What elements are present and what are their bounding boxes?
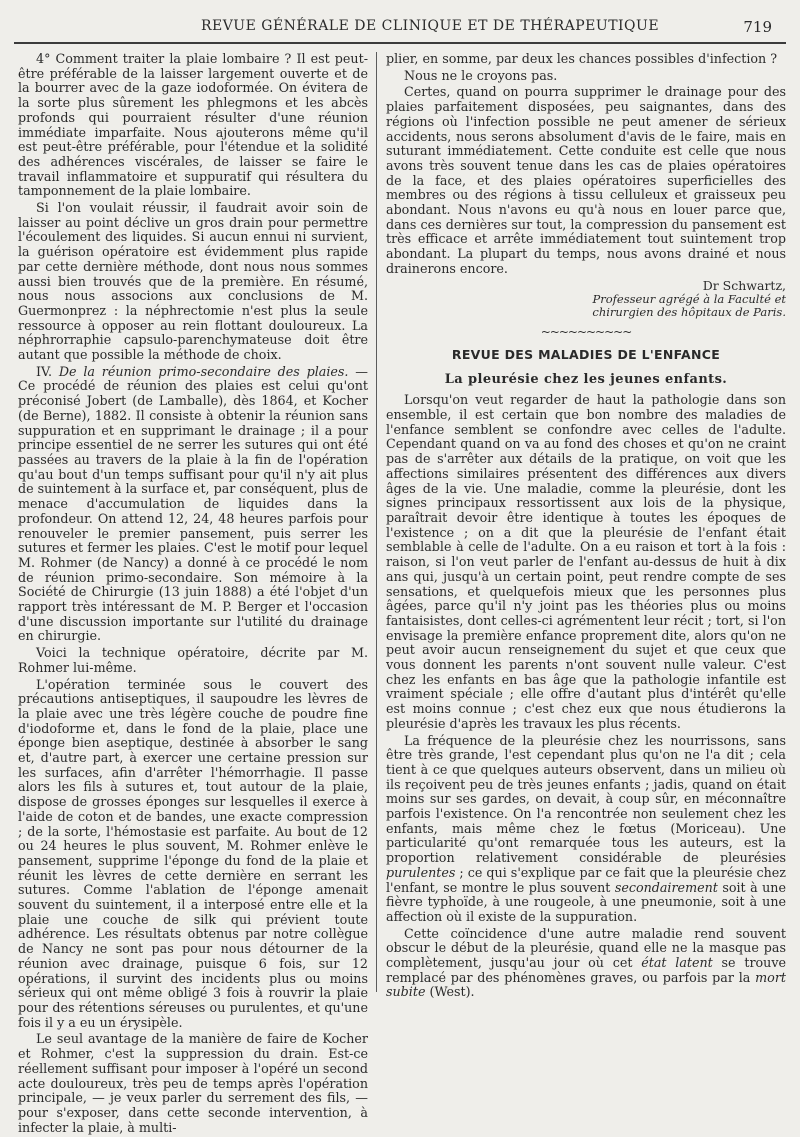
running-title: REVUE GÉNÉRALE DE CLINIQUE ET DE THÉRAPEUTIQUE bbox=[200, 18, 660, 34]
paragraph: plier, en somme, par deux les chances possibles d'infection ? bbox=[386, 51, 778, 66]
paragraph-text: soit à une fièvre typhoïde, à une rougeole, à une pneumonie, soit à une affection où il existe de la suppuration. bbox=[386, 879, 786, 924]
paragraph: Si l'on voulait réussir, il faudrait avoir soin de laisser au point déclive un gros drain pour permettre l'écoulement des liquides. Si aucun ennui ni survient, la guérison opératoire est évidemment plus rapide par cette dernière méthode, dont nous nous sommes aussi bien trouvés que de la première. En résumé, nous nous associons aux conclusions de M. Guermonprez : la néphrectomie n'est plus la seule ressource à opposer au rein flottant douloureux. La néphrorraphie capsulo-parenchymateuse doit être autant que possible la méthode de choix. bbox=[18, 200, 368, 363]
left-column bbox=[18, 52, 368, 1137]
author-signature: Dr Schwartz, bbox=[702, 277, 786, 293]
paragraph bbox=[18, 365, 368, 644]
paragraph: Le seul avantage de la manière de faire de Kocher et Rohmer, c'est la suppression du drain. Est-ce réellement suffisant pour imposer à l'opéré un second acte douloureux, très peu de temps après l'opération principale, — je veux parler du serrement des fils, — pour s'exposer, dans cette seconde intervention, à infecter la plaie, à multi- bbox=[18, 1031, 368, 1135]
paragraph-text: La fréquence de la pleurésie chez les nourrissons, sans être très grande, l'est cependant plus qu'on ne l'a dit ; cela tient à ce que quelques auteurs observent, dans un milieu où ils reçoivent peu de très jeunes enfants ; jadis, quand on était moins sur ses gardes, on devait, à coup sûr, en méconnaître parfois l'existence. On l'a rencontrée non seulement chez les enfants, mais même chez le fœtus (Moriceau). Une particularité qu'ont remarquée tous les auteurs, est la proportion relativement considérable de pleurésies bbox=[386, 732, 786, 866]
paragraph-text: ; ce qui s'explique par ce fait que la pleurésie chez l'enfant, se montre le plus souvent bbox=[386, 864, 786, 895]
page-number: 719 bbox=[743, 18, 772, 36]
column-divider bbox=[376, 52, 377, 992]
paragraph: Nous ne le croyons pas. bbox=[404, 67, 558, 83]
emphasis: mort subite bbox=[386, 969, 786, 1000]
paragraph bbox=[386, 927, 786, 1001]
right-column bbox=[386, 52, 786, 1002]
emphasis: secondairement bbox=[614, 879, 718, 895]
paragraph-text: se trouve remplacé par des phénomènes graves, ou parfois par la bbox=[386, 955, 786, 985]
paragraph: Voici la technique opératoire, décrite par M. Rohmer lui-même. bbox=[18, 645, 368, 675]
paragraph: 4° Comment traiter la plaie lombaire ? Il est peut-être préférable de la laisser largement ouverte et de la bourrer avec de la gaze iodoformée. On évitera de la sorte plus sûrement les phlegmons et les abcès profonds qui pourraient résulter d'une réunion immédiate imparfaite. Nous ajouterons même qu'il est peut-être préférable, pour l'étendue et la solidité des adhérences viscérales, de laisser se faire le travail inflammatoire et suppuratif qui résultera du tamponnement de la plaie lombaire. bbox=[18, 51, 368, 199]
paragraph-text: Cette coïncidence d'une autre maladie rend souvent obscur le début de la pleurésie, quand elle ne la masque pas complètement, jusqu'au jour où cet bbox=[386, 925, 786, 971]
article-title: La pleurésie chez les jeunes enfants. bbox=[444, 371, 728, 387]
paragraph bbox=[386, 734, 786, 925]
paragraph: Certes, quand on pourra supprimer le drainage pour des plaies parfaitement disposées, peu saignantes, dans des régions où l'infection possible ne peut amener de sérieux accidents, nous serons absolument d'avis de le faire, mais en suturant immédiatement. Cette conduite est celle que nous avons très souvent tenue dans les cas de plaies opératoires de la face, et des plaies opératoires superficielles des membres ou des régions à tissu celluleux et graisseux peu abondant. Nous n'avons eu qu'à nous en louer parce que, dans ces dernières sur tout, la compression du pansement est très efficace et arrête immédiatement tout suintement trop abondant. La plupart du temps, nous avons drainé et nous drainerons encore. bbox=[386, 84, 786, 276]
author-affiliation: Professeur agrégé à la Faculté et bbox=[592, 292, 786, 307]
ornament-divider: ~~~~~~~~~~ bbox=[540, 325, 632, 340]
header-rule bbox=[14, 42, 786, 44]
emphasis: purulentes bbox=[386, 864, 456, 880]
paragraph-text: (West). bbox=[425, 984, 475, 1000]
paragraph: L'opération terminée sous le couvert des précautions antiseptiques, il saupoudre les lèvres de la plaie avec une très légère couche de poudre fine d'iodoforme et, dans le fond de la plaie, place une éponge bien aseptique, destinée à absorber le sang et, d'autre part, à exercer une certaine pression sur les surfaces, afin d'arrêter l'hémorrhagie. Il passe alors les fils à sutures et, tout autour de la plaie, dispose de grosses éponges sur lesquelles il exerce à l'aide de coton et de bandes, une exacte compression ; de la sorte, l'hémostasie est parfaite. Au bout de 12 ou 24 heures le plus souvent, M. Rohmer enlève le pansement, supprime l'éponge du fond de la plaie et réunit les lèvres de cette dernière en serrant les sutures. Comme l'ablation de l'éponge amenait souvent du suintement, il a interposé entre elle et la plaie une couche de silk qui prévient toute adhérence. Les résultats obtenus par notre collègue de Nancy ne sont pas pour nous détourner de la réunion avec drainage, puisque 6 fois, sur 12 opérations, il survint des incidents plus ou moins sérieux qui ont même obligé 3 fois à rouvrir la plaie pour des rétentions séreuses ou purulentes, et qu'une fois il y a eu un érysipèle. bbox=[18, 676, 368, 1030]
emphasis: état latent bbox=[641, 955, 713, 971]
paragraph-text: — Ce procédé de réunion des plaies est celui qu'ont préconisé Jobert (de Lamballe), dès 1864, et Kocher (de Berne), 1882. Il consiste à obtenir la réunion sans suppuration et en supprimant le drainage ; il a pour principe essentiel de ne serrer les sutures qui ont été passées au travers de la plaie à la fin de l'opération qu'au bout d'un temps suffisant pour qu'il n'y ait plus de suintement à la surface et, par conséquent, plus de menace d'accumulation de liquides dans la profondeur. On attend 12, 24, 48 heures parfois pour renouveler le premier pansement, puis serrer les sutures et fermer les plaies. C'est le motif pour lequel M. Rohmer (de Nancy) a donné à ce procédé le nom de réunion primo-secondaire. Son mémoire à la Société de Chirurgie (13 juin 1888) a été l'objet d'un rapport très intéressant de M. P. Berger et l'occasion d'une discussion importante sur l'utilité du drainage en chirurgie. bbox=[18, 363, 368, 644]
section-heading: De la réunion primo-secondaire des plaies. bbox=[58, 363, 349, 379]
author-affiliation: chirurgien des hôpitaux de Paris. bbox=[592, 305, 786, 320]
section-number: IV. bbox=[36, 363, 59, 379]
section-title: REVUE DES MALADIES DE L'ENFANCE bbox=[451, 346, 721, 362]
paragraph: Lorsqu'on veut regarder de haut la pathologie dans son ensemble, il est certain que bon nombre des maladies de l'enfance semblent se confondre avec celles de l'adulte. Cependant quand on va au fond des choses et qu'on ne craint pas de s'arrêter aux détails de la pratique, on voit que les affections similaires présentent des différences aux divers âges de la vie. Une maladie, comme la pleurésie, dont les signes principaux ressortissent aux lois de la physique, paraîtrait devoir être identique à toutes les époques de l'existence ; on a dit que la pleurésie de l'enfant était semblable à celle de l'adulte. On a eu raison et tort à la fois : raison, si l'on veut parler de l'enfant au-dessus de huit à dix ans qui, jusqu'à un certain point, peut rendre compte de ses sensations, et quelquefois mieux que les personnes plus âgées, parce qu'il n'y joint pas les théories plus ou moins fantaisistes, dont celles-ci agrémentent leur récit ; tort, si l'on envisage la première enfance proprement dite, alors qu'on ne peut avoir aucun renseignement du sujet et que ceux que vous donnent les parents n'ont souvent nulle valeur. C'est chez les enfants en bas âge que la pathologie infantile est vraiment spéciale ; elle offre d'autant plus d'intérêt qu'elle est moins connue ; c'est chez eux que nous étudierons la pleurésie d'après les travaux les plus récents. bbox=[386, 392, 786, 731]
